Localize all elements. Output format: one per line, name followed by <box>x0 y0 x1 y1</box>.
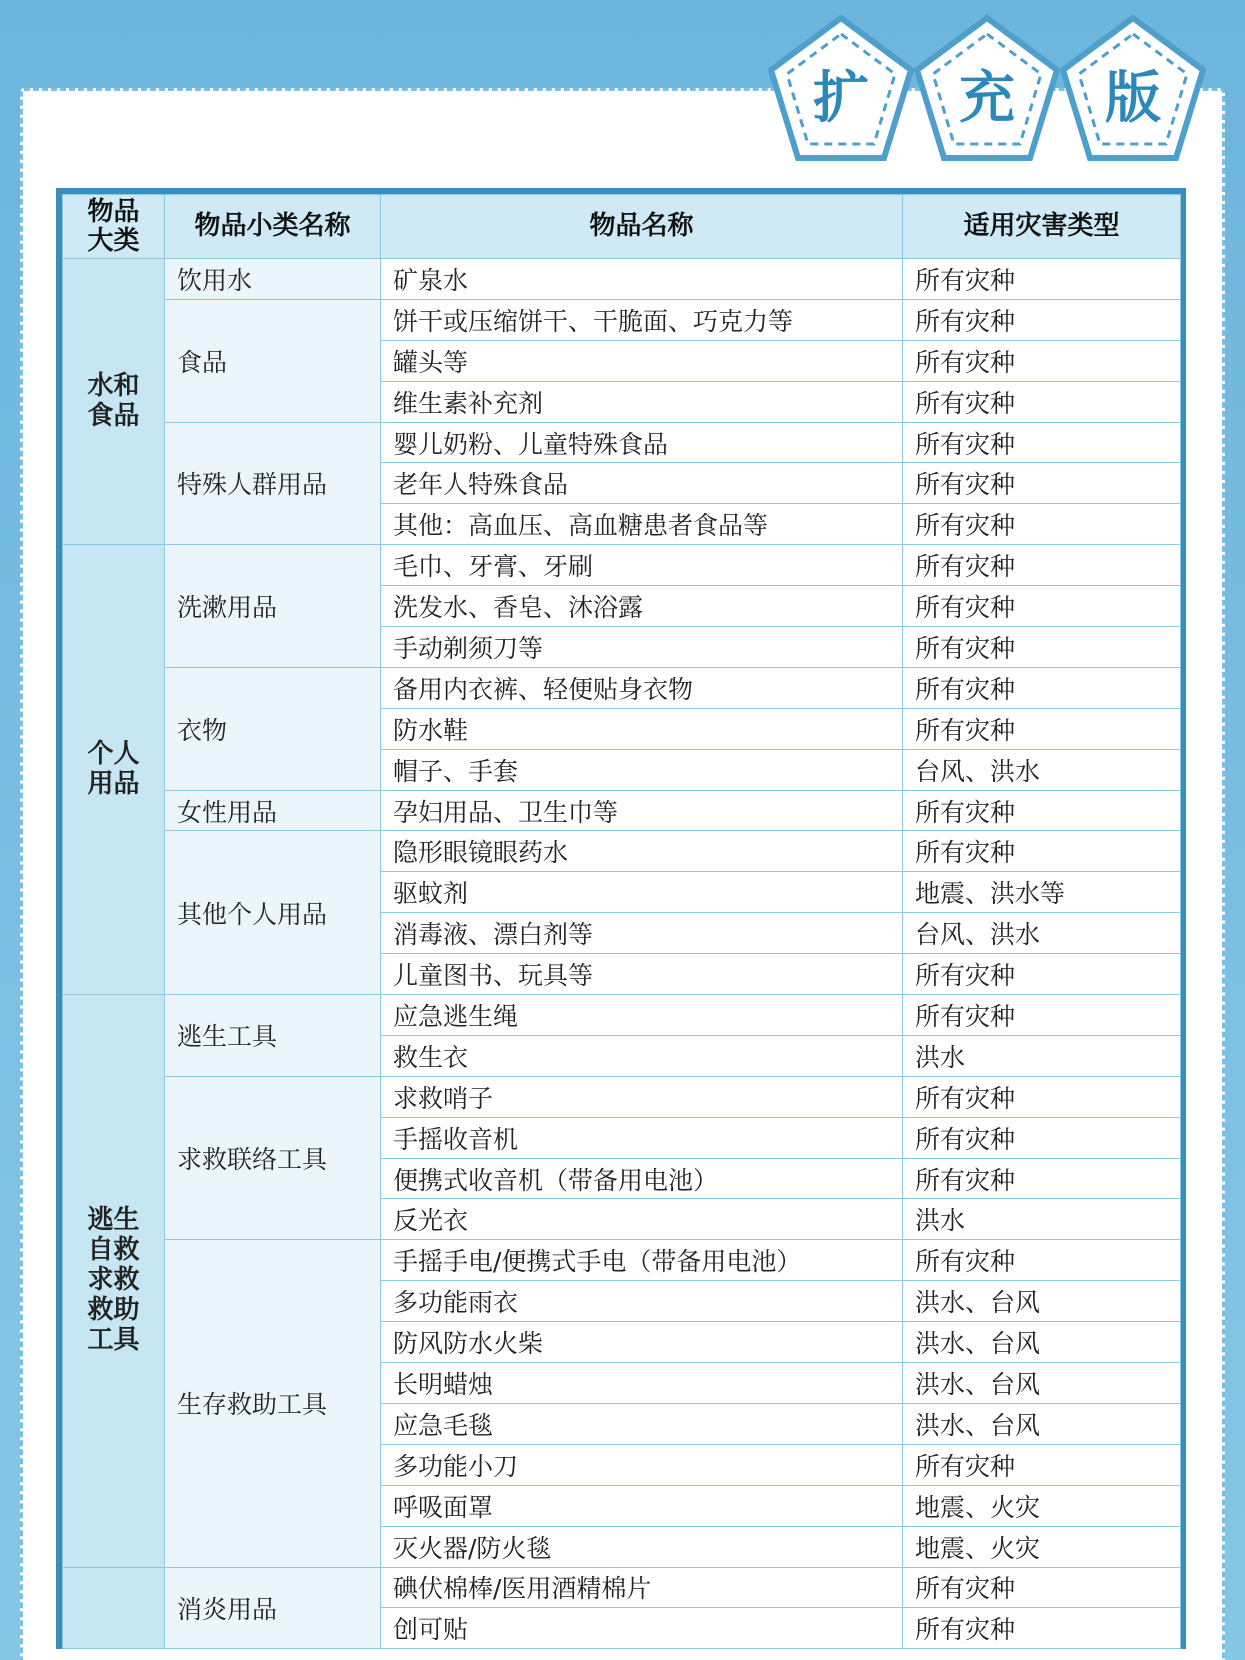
item-cell: 灭火器/防火毯 <box>381 1526 903 1567</box>
badge-ban <box>1059 14 1207 164</box>
header-item: 物品名称 <box>381 195 903 259</box>
item-cell: 求救哨子 <box>381 1076 903 1117</box>
disaster-cell: 所有灾种 <box>903 1158 1181 1199</box>
disaster-cell: 所有灾种 <box>903 1608 1181 1649</box>
disaster-cell: 所有灾种 <box>903 831 1181 872</box>
disaster-cell: 所有灾种 <box>903 381 1181 422</box>
header-category-line: 大类 <box>87 225 140 256</box>
item-cell: 孕妇用品、卫生巾等 <box>381 790 903 831</box>
subcategory-cell: 饮用水 <box>165 259 381 300</box>
item-cell: 多功能小刀 <box>381 1444 903 1485</box>
category-line: 求救 <box>87 1264 140 1295</box>
item-cell: 饼干或压缩饼干、干脆面、巧克力等 <box>381 299 903 340</box>
item-cell: 长明蜡烛 <box>381 1363 903 1404</box>
table-row <box>63 545 1181 586</box>
disaster-cell: 所有灾种 <box>903 1240 1181 1281</box>
item-cell: 消毒液、漂白剂等 <box>381 913 903 954</box>
category-line: 用品 <box>87 768 140 799</box>
subcategory-cell: 洗漱用品 <box>165 545 381 668</box>
item-cell: 多功能雨衣 <box>381 1281 903 1322</box>
item-cell: 罐头等 <box>381 340 903 381</box>
category-line: 水和 <box>87 370 140 401</box>
category-line: 自救 <box>87 1234 140 1265</box>
disaster-cell: 所有灾种 <box>903 1076 1181 1117</box>
disaster-cell: 台风、洪水 <box>903 913 1181 954</box>
badge-group <box>767 14 1207 174</box>
item-cell: 驱蚊剂 <box>381 872 903 913</box>
badge-label: 版 <box>1105 66 1161 131</box>
subcategory-cell: 衣物 <box>165 667 381 790</box>
disaster-cell: 所有灾种 <box>903 504 1181 545</box>
header-category <box>63 195 165 259</box>
disaster-cell: 所有灾种 <box>903 1567 1181 1608</box>
disaster-cell: 所有灾种 <box>903 708 1181 749</box>
table-row <box>63 1240 1181 1281</box>
badge-kuo <box>767 14 915 164</box>
item-cell: 反光衣 <box>381 1199 903 1240</box>
table-row <box>63 422 1181 463</box>
table-header-row <box>63 195 1181 259</box>
emergency-supply-table <box>62 194 1181 1649</box>
subcategory-cell: 女性用品 <box>165 790 381 831</box>
table-row <box>63 790 1181 831</box>
header-subcategory: 物品小类名称 <box>165 195 381 259</box>
subcategory-cell: 其他个人用品 <box>165 831 381 995</box>
table-row <box>63 667 1181 708</box>
item-cell: 呼吸面罩 <box>381 1485 903 1526</box>
category-cell-cut-off <box>63 1567 165 1649</box>
badge-label: 扩 <box>813 66 869 131</box>
item-cell: 隐形眼镜眼药水 <box>381 831 903 872</box>
item-cell: 应急逃生绳 <box>381 995 903 1036</box>
disaster-cell: 所有灾种 <box>903 586 1181 627</box>
subcategory-cell: 生存救助工具 <box>165 1240 381 1567</box>
table-row <box>63 831 1181 872</box>
item-cell: 毛巾、牙膏、牙刷 <box>381 545 903 586</box>
item-cell: 应急毛毯 <box>381 1403 903 1444</box>
badge-chong <box>913 14 1061 164</box>
supply-table-frame <box>56 188 1186 1649</box>
item-cell: 碘伏棉棒/医用酒精棉片 <box>381 1567 903 1608</box>
item-cell: 创可贴 <box>381 1608 903 1649</box>
category-line: 救助 <box>87 1294 140 1325</box>
disaster-cell: 所有灾种 <box>903 790 1181 831</box>
category-cell-personal <box>63 545 165 995</box>
item-cell: 老年人特殊食品 <box>381 463 903 504</box>
disaster-cell: 地震、火灾 <box>903 1526 1181 1567</box>
disaster-cell: 所有灾种 <box>903 954 1181 995</box>
table-row <box>63 299 1181 340</box>
item-cell: 手动剃须刀等 <box>381 627 903 668</box>
disaster-cell: 洪水、台风 <box>903 1363 1181 1404</box>
disaster-cell: 洪水、台风 <box>903 1403 1181 1444</box>
disaster-cell: 所有灾种 <box>903 422 1181 463</box>
item-cell: 手摇收音机 <box>381 1117 903 1158</box>
header-disaster: 适用灾害类型 <box>903 195 1181 259</box>
subcategory-cell: 特殊人群用品 <box>165 422 381 545</box>
subcategory-cell: 求救联络工具 <box>165 1076 381 1240</box>
category-line: 食品 <box>87 400 140 431</box>
item-cell: 防水鞋 <box>381 708 903 749</box>
item-cell: 备用内衣裤、轻便贴身衣物 <box>381 667 903 708</box>
disaster-cell: 所有灾种 <box>903 259 1181 300</box>
disaster-cell: 所有灾种 <box>903 627 1181 668</box>
disaster-cell: 地震、火灾 <box>903 1485 1181 1526</box>
item-cell: 救生衣 <box>381 1035 903 1076</box>
item-cell: 洗发水、香皂、沐浴露 <box>381 586 903 627</box>
category-line: 个人 <box>87 738 140 769</box>
item-cell: 防风防水火柴 <box>381 1322 903 1363</box>
disaster-cell: 洪水、台风 <box>903 1281 1181 1322</box>
item-cell: 矿泉水 <box>381 259 903 300</box>
table-row <box>63 259 1181 300</box>
disaster-cell: 地震、洪水等 <box>903 872 1181 913</box>
category-cell-water-food <box>63 259 165 545</box>
subcategory-cell: 逃生工具 <box>165 995 381 1077</box>
table-row <box>63 1567 1181 1608</box>
header-category-line: 物品 <box>87 196 140 227</box>
disaster-cell: 所有灾种 <box>903 995 1181 1036</box>
disaster-cell: 洪水 <box>903 1199 1181 1240</box>
disaster-cell: 洪水、台风 <box>903 1322 1181 1363</box>
subcategory-cell: 食品 <box>165 299 381 422</box>
item-cell: 其他：高血压、高血糖患者食品等 <box>381 504 903 545</box>
category-cell-escape-tools <box>63 995 165 1567</box>
item-cell: 婴儿奶粉、儿童特殊食品 <box>381 422 903 463</box>
disaster-cell: 所有灾种 <box>903 545 1181 586</box>
category-line: 逃生 <box>87 1205 140 1236</box>
disaster-cell: 所有灾种 <box>903 667 1181 708</box>
disaster-cell: 所有灾种 <box>903 1444 1181 1485</box>
table-row <box>63 1076 1181 1117</box>
disaster-cell: 所有灾种 <box>903 463 1181 504</box>
category-line: 工具 <box>87 1324 140 1355</box>
disaster-cell: 台风、洪水 <box>903 749 1181 790</box>
item-cell: 便携式收音机（带备用电池） <box>381 1158 903 1199</box>
item-cell: 手摇手电/便携式手电（带备用电池） <box>381 1240 903 1281</box>
disaster-cell: 所有灾种 <box>903 299 1181 340</box>
disaster-cell: 所有灾种 <box>903 340 1181 381</box>
item-cell: 维生素补充剂 <box>381 381 903 422</box>
item-cell: 儿童图书、玩具等 <box>381 954 903 995</box>
subcategory-cell: 消炎用品 <box>165 1567 381 1649</box>
table-row <box>63 995 1181 1036</box>
badge-label: 充 <box>959 66 1015 131</box>
disaster-cell: 洪水 <box>903 1035 1181 1076</box>
item-cell: 帽子、手套 <box>381 749 903 790</box>
disaster-cell: 所有灾种 <box>903 1117 1181 1158</box>
